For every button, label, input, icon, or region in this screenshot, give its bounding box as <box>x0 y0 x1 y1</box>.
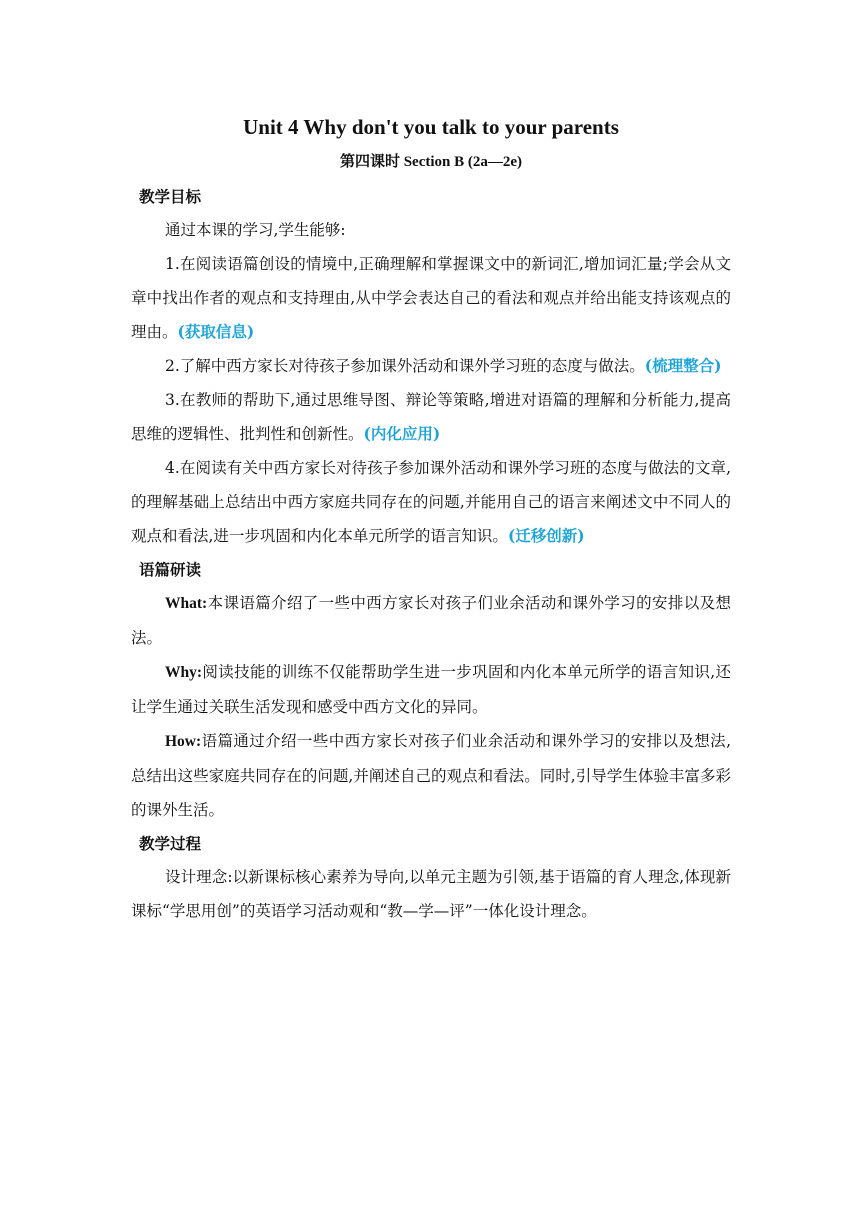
objective-text: 3.在教师的帮助下,通过思维导图、辩论等策略,增进对语篇的理解和分析能力,提高思维的逻辑性、批判性和创新性。 <box>131 391 731 443</box>
document-title: Unit 4 Why don't you talk to your parents <box>243 115 619 139</box>
objective-tag: (梳理整合) <box>644 356 722 375</box>
objective-item <box>131 349 731 383</box>
objective-text: 2.了解中西方家长对待孩子参加课外活动和课外学习班的态度与做法。 <box>165 357 645 375</box>
analysis-lead: How: <box>165 733 202 750</box>
lesson-subtitle: 第四课时 Section B (2a—2e) <box>339 154 523 170</box>
objective-item <box>131 247 731 349</box>
objective-tag: (内化应用) <box>363 424 441 443</box>
analysis-lead: Why: <box>165 664 203 681</box>
analysis-text: 阅读技能的训练不仅能帮助学生进一步巩固和内化本单元所学的语言知识,还让学生通过关联生活发现和感受中西方文化的异同。 <box>131 663 731 716</box>
objective-item <box>131 451 731 553</box>
objective-tag: (迁移创新) <box>507 526 585 545</box>
document-content <box>131 110 731 928</box>
analysis-lead: What: <box>165 595 208 612</box>
analysis-how <box>131 724 731 827</box>
analysis-text: 本课语篇介绍了一些中西方家长对孩子们业余活动和课外学习的安排以及想法。 <box>131 594 731 647</box>
analysis-why <box>131 655 731 724</box>
analysis-what <box>131 586 731 655</box>
objective-text: 1.在阅读语篇创设的情境中,正确理解和掌握课文中的新词汇,增加词汇量;学会从文章中找出作者的观点和支持理由,从中学会表达自己的看法和观点并给出能支持该观点的理由。 <box>131 255 731 341</box>
analysis-text: 语篇通过介绍一些中西方家长对孩子们业余活动和课外学习的安排以及想法,总结出这些家庭共同存在的问题,并阐述自己的观点和看法。同时,引导学生体验丰富多彩的课外生活。 <box>131 732 731 819</box>
process-heading: 教学过程 <box>139 834 202 853</box>
objectives-intro: 通过本课的学习,学生能够: <box>165 221 346 239</box>
objective-tag: (获取信息) <box>177 322 255 341</box>
objectives-heading: 教学目标 <box>139 187 202 206</box>
objective-text: 4.在阅读有关中西方家长对待孩子参加课外活动和课外学习班的态度与做法的文章,的理解基础上总结出中西方家庭共同存在的问题,并能用自己的语言来阐述文中不同人的观点和看法,进一步巩固和内化本单元所学的语言知识。 <box>131 459 731 545</box>
objective-item <box>131 383 731 451</box>
process-text: 设计理念:以新课标核心素养为导向,以单元主题为引领,基于语篇的育人理念,体现新课标“学思用创”的英语学习活动观和“教—学—评”一体化设计理念。 <box>131 868 731 920</box>
analysis-heading: 语篇研读 <box>139 560 202 579</box>
